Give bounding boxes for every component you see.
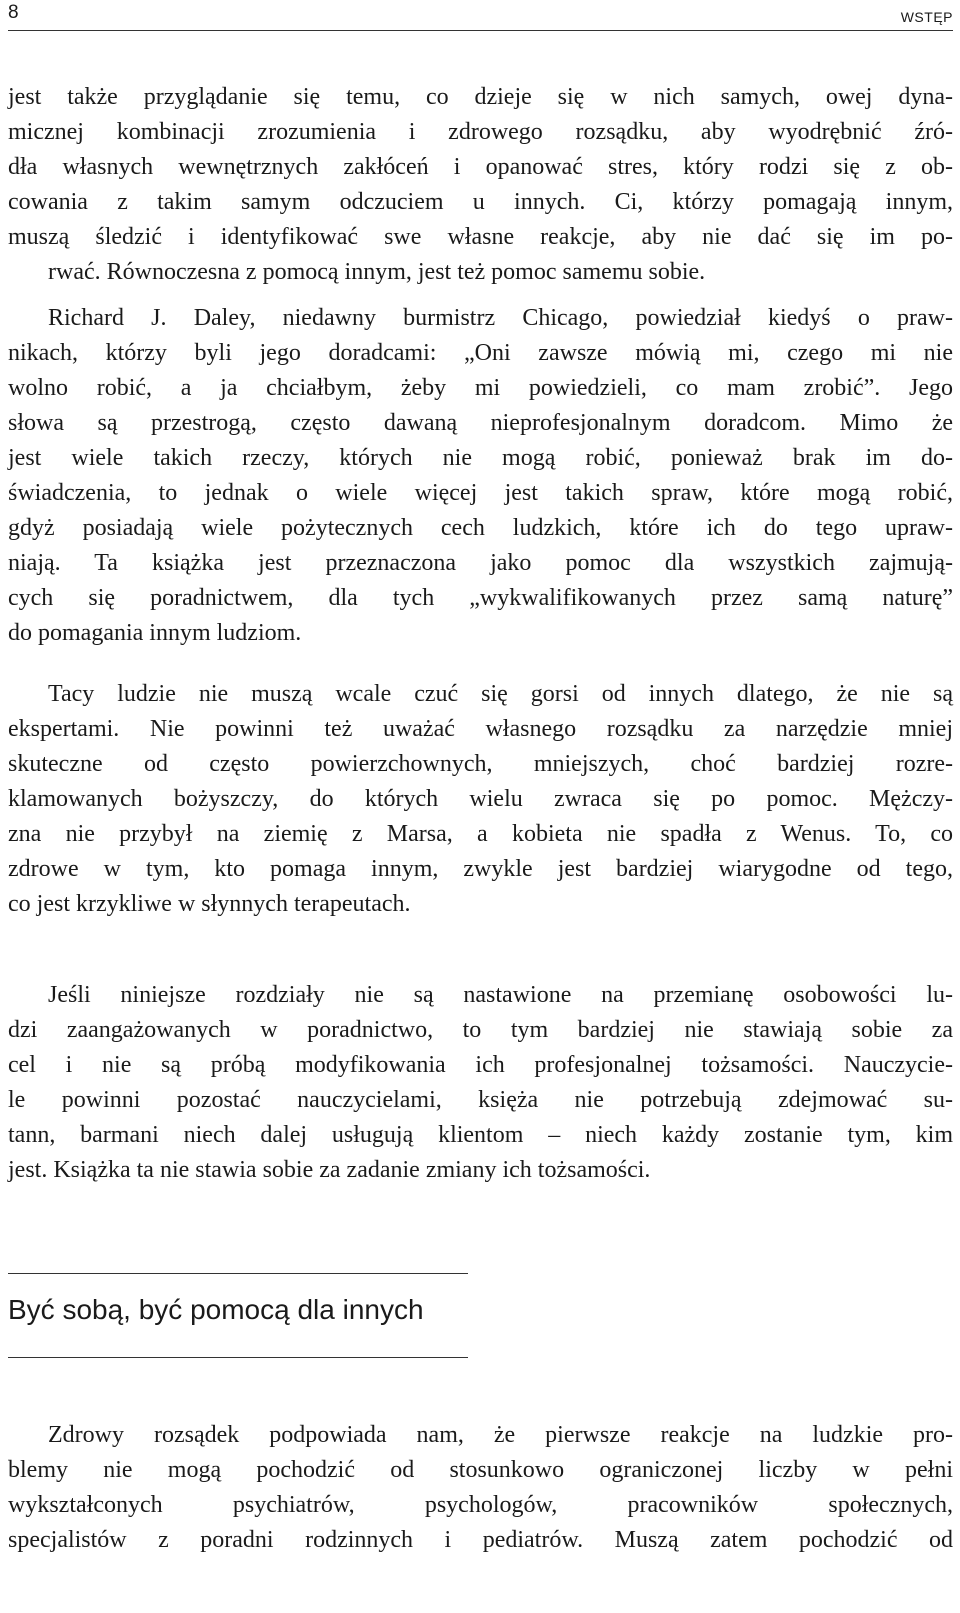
text-line: jest także przyglądanie się temu, co dzieje się w nich samych, owej dyna- <box>8 84 953 110</box>
text-line: wolno robić, a ja chciałbym, żeby mi powiedzieli, co mam zrobić”. Jego <box>8 375 953 401</box>
paragraph-2 <box>8 301 953 651</box>
page-number: 8 <box>8 2 19 23</box>
text-line: ekspertami. Nie powinni też uważać własnego rozsądku za narzędzie mniej <box>8 716 953 742</box>
text-line: cych się poradnictwem, dla tych „wykwalifikowanych przez samą naturę” <box>8 585 953 611</box>
text-line: jest. Książka ta nie stawia sobie za zadanie zmiany ich tożsamości. <box>8 1157 651 1183</box>
text-line: specjalistów z poradni rodzinnych i pediatrów. Muszą zatem pochodzić od <box>8 1527 953 1553</box>
text-line: Tacy ludzie nie muszą wcale czuć się gorsi od innych dlatego, że nie są <box>48 681 953 707</box>
text-line: cel i nie są próbą modyfikowania ich profesjonalnej tożsamości. Nauczycie- <box>8 1052 953 1078</box>
text-line: rwać. Równoczesna z pomocą innym, jest też pomoc samemu sobie. <box>48 259 706 285</box>
text-line: zna nie przybył na ziemię z Marsa, a kobieta nie spadła z Wenus. To, co <box>8 821 953 847</box>
text-line: świadczenia, to jednak o wiele więcej jest takich spraw, które mogą robić, <box>8 480 953 506</box>
text-line: słowa są przestrogą, często dawaną nieprofesjonalnym doradcom. Mimo że <box>8 410 953 436</box>
text-line: Jeśli niniejsze rozdziały nie są nastawione na przemianę osobowości lu- <box>48 982 953 1008</box>
text-line: skuteczne od często powierzchownych, mniejszych, choć bardziej rozre- <box>8 751 953 777</box>
section-rule-bottom <box>8 1357 468 1358</box>
section-rule-top <box>8 1273 468 1274</box>
running-head: WSTĘP <box>900 9 953 25</box>
text-line: co jest krzykliwe w słynnych terapeutach. <box>8 891 411 917</box>
text-line: dzi zaangażowanych w poradnictwo, to tym bardziej nie stawiają sobie za <box>8 1017 953 1043</box>
section-paragraph <box>8 1418 953 1558</box>
text-line: nikach, którzy byli jego doradcami: „Oni zawsze mówią mi, czego mi nie <box>8 340 953 366</box>
text-line: muszą śledzić i identyfikować swe własne reakcje, aby nie dać się im po- <box>8 224 953 250</box>
text-line: klamowanych bożyszczy, do których wielu zwraca się po pomoc. Mężczy- <box>8 786 953 812</box>
page-header <box>8 0 953 31</box>
text-line: Zdrowy rozsądek podpowiada nam, że pierwsze reakcje na ludzkie pro- <box>48 1422 953 1448</box>
paragraph-3 <box>8 677 953 922</box>
text-line: tann, barmani niech dalej usługują klientom – niech każdy zostanie tym, kim <box>8 1122 953 1148</box>
text-line: Richard J. Daley, niedawny burmistrz Chicago, powiedział kiedyś o praw- <box>48 305 953 331</box>
paragraph-4 <box>8 978 953 1188</box>
text-line: cowania z takim samym odczuciem u innych. Ci, którzy pomagają innym, <box>8 189 953 215</box>
text-line: gdyż posiadają wiele pożytecznych cech ludzkich, które ich do tego upraw- <box>8 515 953 541</box>
text-line: jest wiele takich rzeczy, których nie mogą robić, ponieważ brak im do- <box>8 445 953 471</box>
text-line: micznej kombinacji zrozumienia i zdrowego rozsądku, aby wyodrębnić źró- <box>8 119 953 145</box>
section-heading: Być sobą, być pomocą dla innych <box>8 1294 424 1325</box>
text-line: do pomagania innym ludziom. <box>8 620 302 646</box>
text-line: niają. Ta książka jest przeznaczona jako pomoc dla wszystkich zajmują- <box>8 550 953 576</box>
text-line: blemy nie mogą pochodzić od stosunkowo ograniczonej liczby w pełni <box>8 1457 953 1483</box>
paragraph-1 <box>8 80 953 290</box>
text-line: wykształconych psychiatrów, psychologów, pracowników społecznych, <box>8 1492 953 1518</box>
text-line: zdrowe w tym, kto pomaga innym, zwykle jest bardziej wiarygodne od tego, <box>8 856 953 882</box>
text-line: le powinni pozostać nauczycielami, księża nie potrzebują zdejmować su- <box>8 1087 953 1113</box>
text-line: dła własnych wewnętrznych zakłóceń i opanować stres, który rodzi się z ob- <box>8 154 953 180</box>
